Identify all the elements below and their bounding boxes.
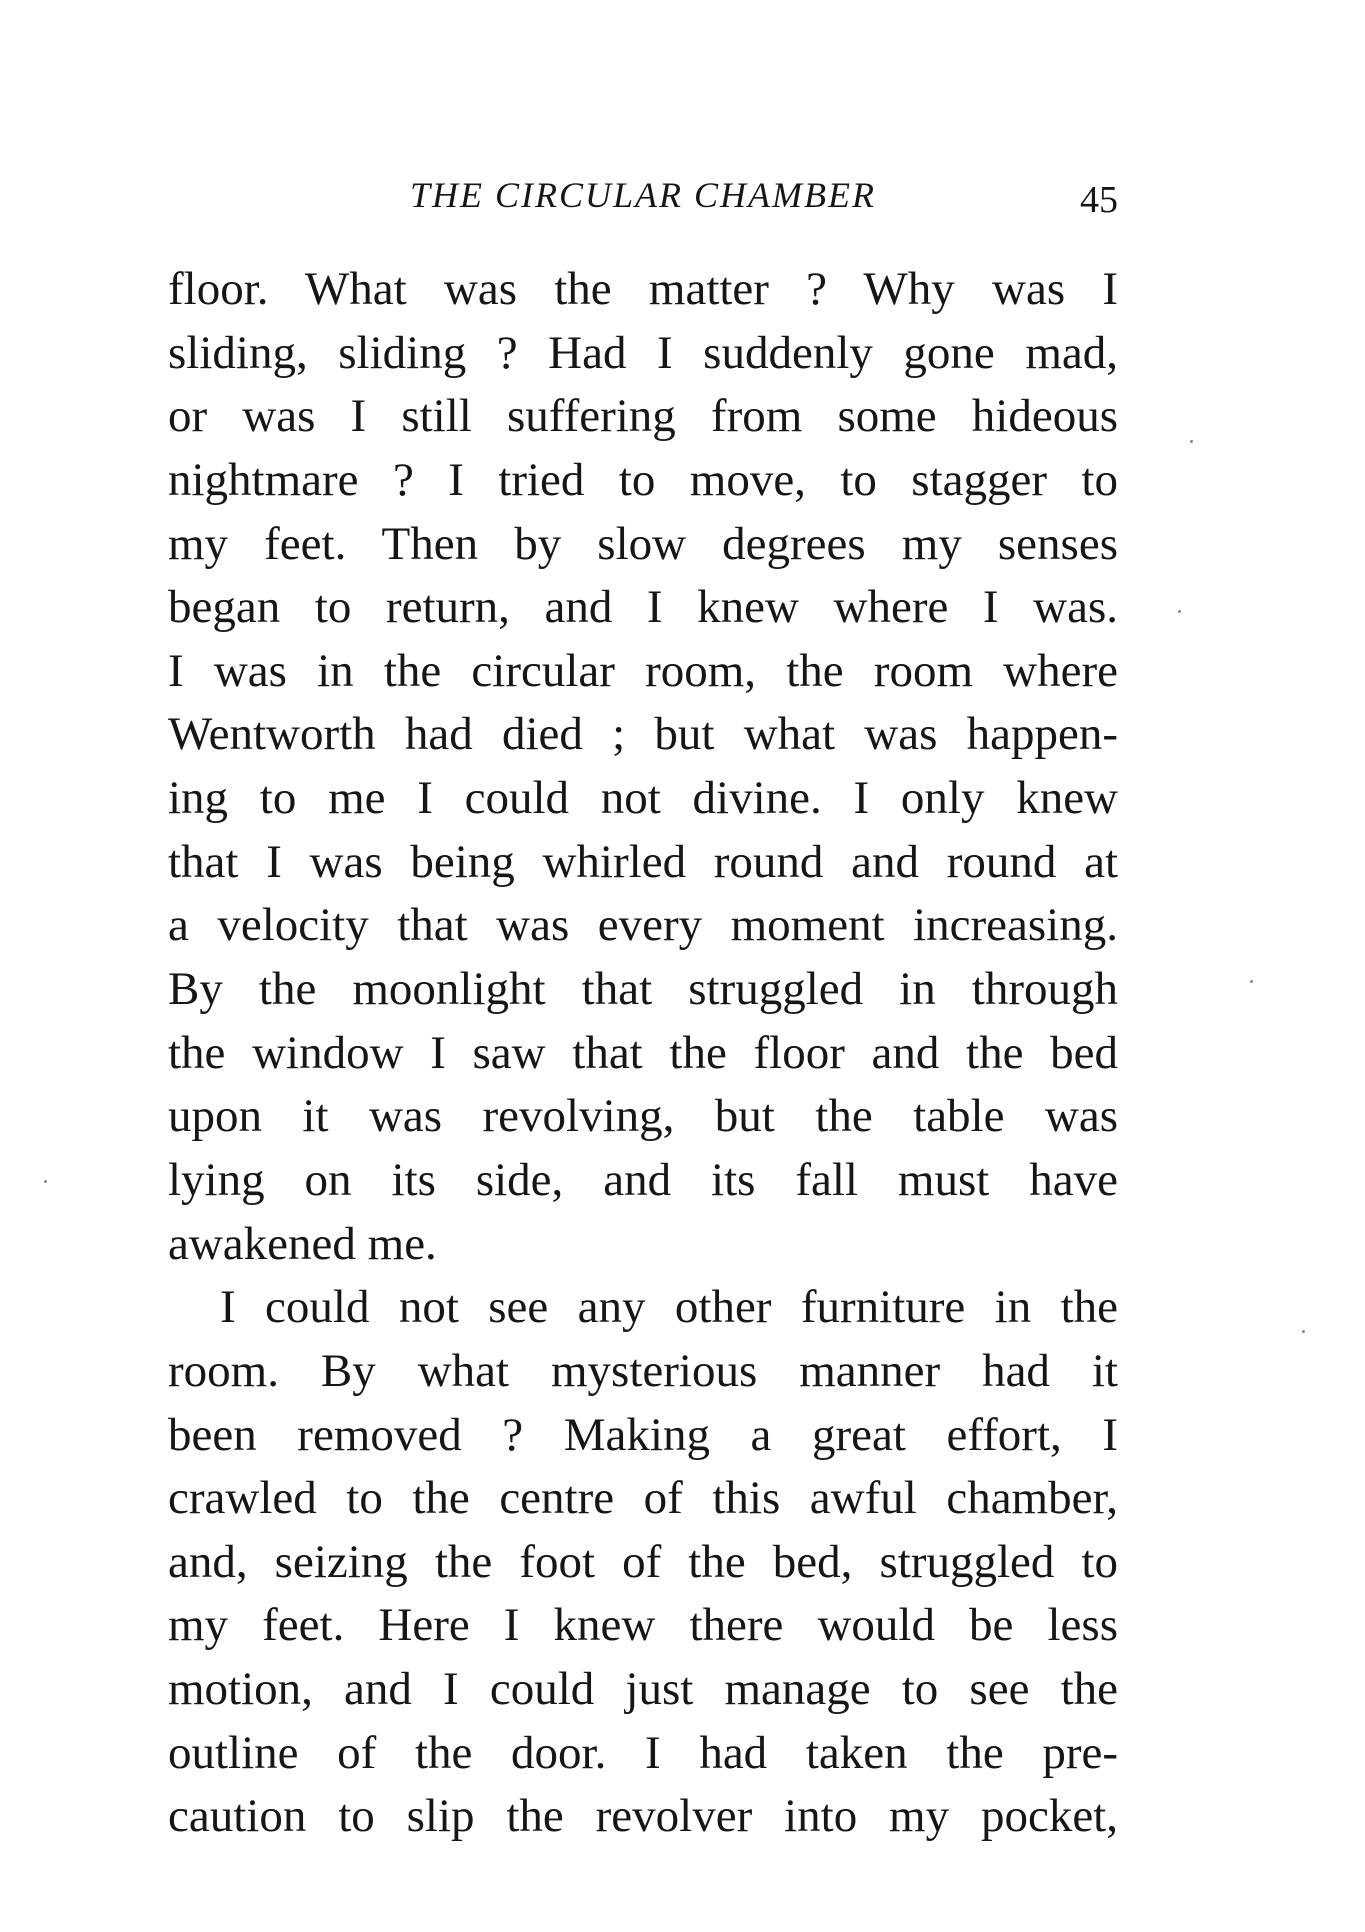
- text-line: that I was being whirled round and round at: [168, 835, 1118, 888]
- text-line: caution to slip the revolver into my pocket,: [168, 1790, 1118, 1843]
- scan-speck: [1190, 440, 1193, 443]
- text-line: and, seizing the foot of the bed, struggled to: [168, 1535, 1118, 1588]
- text-line: By the moonlight that struggled in through: [168, 963, 1118, 1016]
- text-line: a velocity that was every moment increasing.: [168, 899, 1118, 952]
- text-line: sliding, sliding ? Had I suddenly gone mad,: [168, 326, 1118, 379]
- scan-speck: [1250, 980, 1253, 983]
- text-line: I could not see any other furniture in the: [220, 1281, 1118, 1334]
- body-text: [168, 258, 1118, 1849]
- text-line: lying on its side, and its fall must have: [168, 1153, 1118, 1206]
- text-line: nightmare ? I tried to move, to stagger to: [168, 453, 1118, 506]
- text-line: Wentworth had died ; but what was happen-: [168, 708, 1118, 761]
- scan-speck: [1302, 1330, 1305, 1333]
- text-line: I was in the circular room, the room where: [168, 644, 1118, 697]
- text-line: outline of the door. I had taken the pre-: [168, 1726, 1118, 1779]
- text-line: the window I saw that the floor and the bed: [168, 1026, 1118, 1079]
- text-line: been removed ? Making a great effort, I: [168, 1408, 1118, 1461]
- page-number: 45: [1080, 179, 1118, 221]
- text-line: my feet. Then by slow degrees my senses: [168, 517, 1118, 570]
- text-line: my feet. Here I knew there would be less: [168, 1599, 1118, 1652]
- running-title: THE CIRCULAR CHAMBER: [410, 175, 876, 215]
- text-line: or was I still suffering from some hideous: [168, 390, 1118, 443]
- text-line: awakened me.: [168, 1217, 437, 1270]
- scan-speck: [1178, 610, 1181, 613]
- text-line: floor. What was the matter ? Why was I: [168, 263, 1118, 315]
- text-line: room. By what mysterious manner had it: [168, 1344, 1118, 1397]
- text-line: motion, and I could just manage to see the: [168, 1663, 1118, 1716]
- text-line: began to return, and I knew where I was.: [168, 581, 1118, 634]
- scan-speck: [44, 1180, 47, 1183]
- text-line: crawled to the centre of this awful chamber,: [168, 1472, 1118, 1525]
- text-line: ing to me I could not divine. I only knew: [168, 772, 1118, 825]
- text-line: upon it was revolving, but the table was: [168, 1090, 1118, 1143]
- running-header: [168, 174, 1118, 224]
